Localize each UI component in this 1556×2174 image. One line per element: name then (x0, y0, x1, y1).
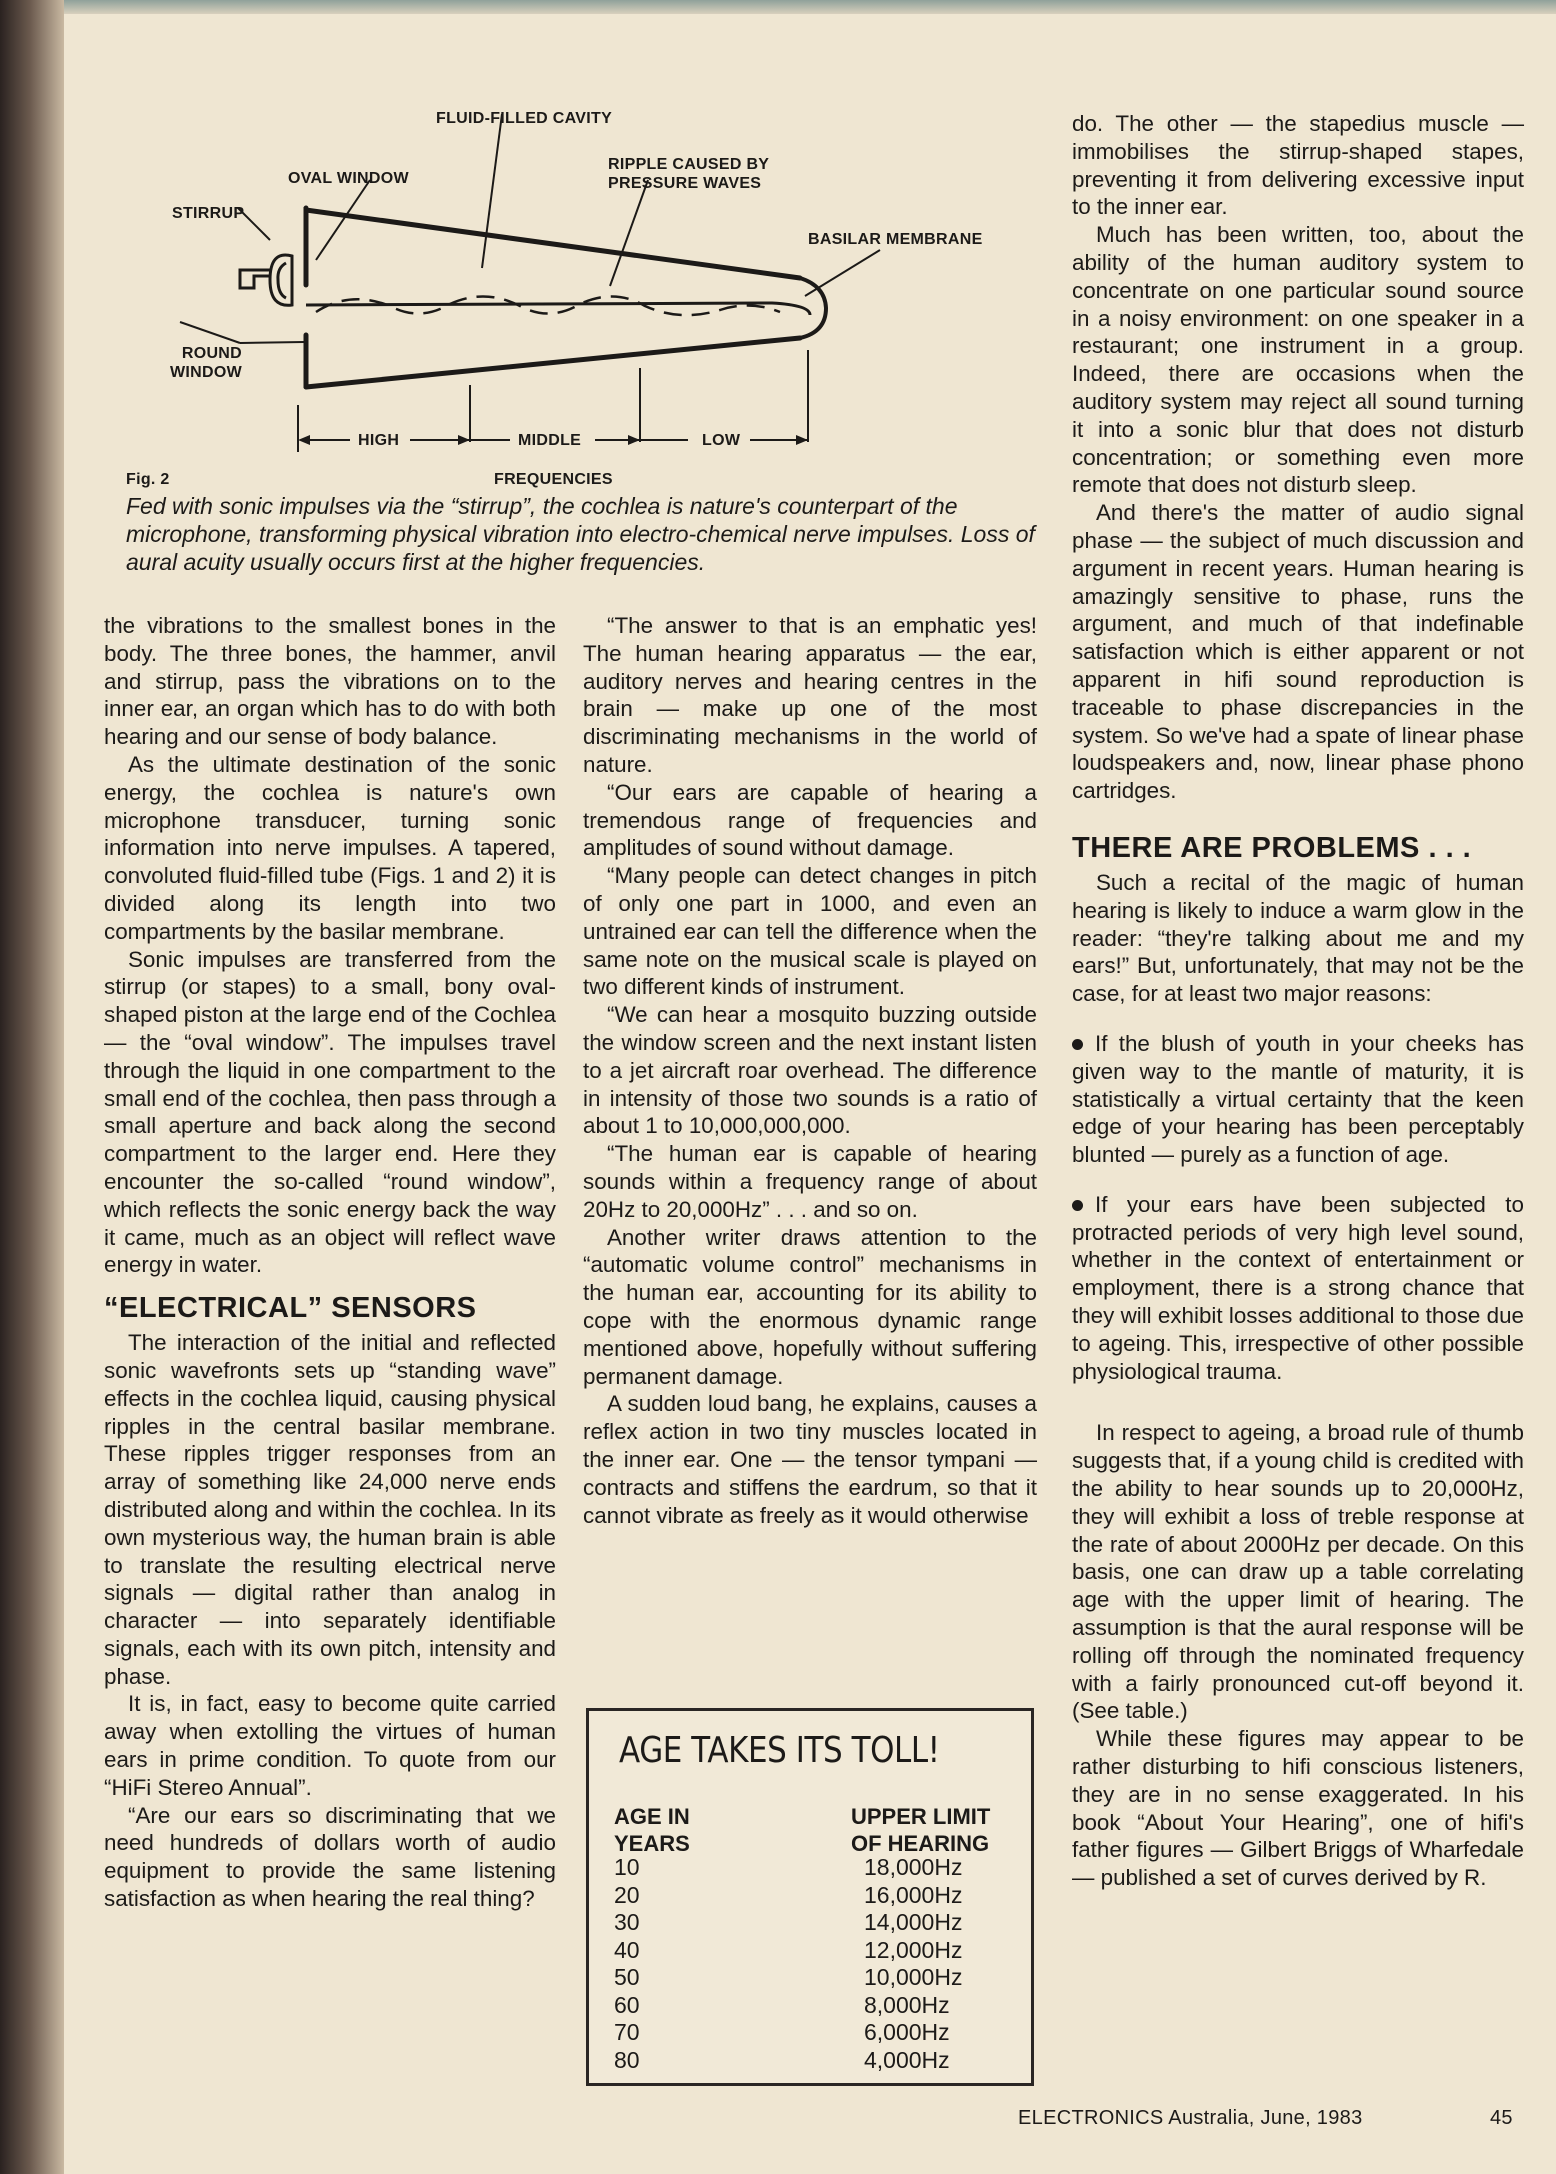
label-basilar-membrane: BASILAR MEMBRANE (808, 231, 983, 248)
table-row (614, 1909, 1014, 1937)
paragraph: “The answer to that is an emphatic yes! The human hearing apparatus — the ear, auditory nerves and hearing centres in the brain — make up one of the most discriminating mechanisms in the world of nature. (583, 613, 1037, 777)
label-fluid-filled-cavity: FLUID-FILLED CAVITY (436, 110, 613, 127)
limit-cell: 14,000Hz (864, 1909, 963, 1935)
paragraph: In respect to ageing, a broad rule of thumb suggests that, if a young child is credited with the ability to hear sounds up to 20,000Hz, they will exhibit a loss of treble response at the rate of about 2000Hz per decade. On this basis, one can draw up a table correlating age with the upper limit of hearing. The assumption is that the aural response will be rolling off through the nominated frequency with a fairly pronounced cut-off beyond it. (See table.) (1072, 1420, 1524, 1724)
table-row (614, 1992, 1014, 2020)
limit-cell: 16,000Hz (864, 1881, 963, 1908)
column-middle (583, 612, 1037, 1529)
limit-cell: 4,000Hz (864, 2046, 950, 2073)
bullet-paragraph (1072, 1030, 1524, 1169)
paragraph: “Many people can detect changes in pitch of only one part in 1000, and even an untrained ear can tell the difference when the same note on the musical scale is played on two different kinds of instrument. (583, 863, 1037, 1000)
cochlea-upper-wall (306, 208, 800, 278)
paragraph: As the ultimate destination of the sonic energy, the cochlea is nature's own microphone transducer, turning sonic information into nerve impulses. A tapered, convoluted fluid-filled tube (Figs. 1 and 2) it is divided along its length into two compartments by the basilar membrane. (104, 751, 556, 944)
table-row (614, 1882, 1014, 1910)
paragraph: Another writer draws attention to the “automatic volume control” mechanisms in the human ear, accounting for its ability to cope with the enormous dynamic range mentioned above, hopefully without suffering permanent damage. (583, 1224, 1037, 1389)
limit-cell: 6,000Hz (864, 2019, 950, 2045)
table-row (614, 1964, 1014, 1992)
limit-cell: 8,000Hz (864, 1991, 950, 2018)
section-heading-there-are-problems: THERE ARE PROBLEMS . . . (1072, 831, 1472, 864)
paragraph: “We can hear a mosquito buzzing outside the window screen and the next instant listen to a jet aircraft roar overhead. The difference in intensity of those two sounds is a ratio of about 1 to 10,000,000,000. (583, 1002, 1037, 1139)
bullet-text: If your ears have been subjected to protracted periods of very high level sound, whether in the context of entertainment or employment, there is a strong chance that they will exhibit losses additional to those due to ageing. This, irrespective of other possible physiological trauma. (1072, 1191, 1524, 1384)
figure-number: Fig. 2 (126, 471, 170, 488)
age-cell: 80 (614, 2046, 640, 2073)
age-cell: 50 (614, 1964, 640, 1990)
figure-caption-text: Fed with sonic impulses via the “stirrup”, the cochlea is nature's counterpart of the microphone, transforming physical vibration into electro-chemical nerve impulses. Loss of aural acuity usually occurs first at the higher frequencies. (126, 493, 1035, 575)
paragraph: the vibrations to the smallest bones in the body. The three bones, the hammer, anvil and stirrup, pass the vibrations on to the inner ear, an organ which has to do with both hearing and our sense of body balance. (104, 613, 556, 750)
age-table-title: AGE TAKES ITS TOLL! (619, 1730, 940, 1771)
paragraph: do. The other — the stapedius muscle — immobilises the stirrup-shaped stapes, preventing it from delivering excessive input to the inner ear. (1072, 111, 1524, 220)
label-ripple: RIPPLE CAUSED BY PRESSURE WAVES (608, 156, 770, 192)
paragraph: “Our ears are capable of hearing a tremendous range of frequencies and amplitudes of sound without damage. (583, 779, 1037, 861)
table-row (614, 1854, 1014, 1882)
page-top-edge (0, 0, 1556, 14)
label-oval-window: OVAL WINDOW (288, 170, 409, 187)
age-table-header-age: AGE IN YEARS (614, 1804, 690, 1856)
limit-cell: 18,000Hz (864, 1854, 963, 1880)
column-right (1072, 110, 1524, 1892)
page-binding-shadow (0, 0, 64, 2174)
stirrup-shape (240, 255, 292, 305)
paragraph: And there's the matter of audio signal phase — the subject of much discussion and argument in recent years. Human hearing is amazingly sensitive to phase, runs the argument, and much of that indefinable satisfaction which is either apparent or not apparent in hifi sound reproduction is traceable to phase discrepancies in the system. So we've had a spate of linear phase loudspeakers and, now, linear phase phono cartridges. (1072, 500, 1524, 804)
bullet-icon (1072, 1039, 1083, 1050)
label-stirrup: STIRRUP (172, 205, 245, 222)
age-table-rows (614, 1854, 1014, 2074)
table-row (614, 2047, 1014, 2075)
label-low: LOW (702, 432, 741, 449)
age-cell: 30 (614, 1909, 640, 1935)
label-round-window: ROUND WINDOW (170, 345, 243, 381)
limit-cell: 12,000Hz (864, 1936, 963, 1963)
label-middle: MIDDLE (518, 432, 582, 449)
label-frequencies: FREQUENCIES (494, 471, 613, 488)
footer-journal: ELECTRONICS Australia, June, 1983 (1018, 2107, 1363, 2129)
figure-caption (126, 492, 1056, 576)
cochlea-diagram (120, 100, 1050, 500)
paragraph: Much has been written, too, about the ability of the human auditory system to concentrate on one particular sound source in a noisy environment: on one speaker in a restaurant; one instrument in a group. Indeed, there are occasions when the auditory system may reject all sound turning it into a sonic blur that does not disturb concentration; or something even more remote that does not disturb sleep. (1072, 222, 1524, 498)
cochlea-lower-wall (306, 338, 800, 387)
age-table (586, 1708, 1034, 2086)
label-high: HIGH (358, 432, 400, 449)
age-cell: 10 (614, 1854, 640, 1880)
bullet-icon (1072, 1200, 1083, 1211)
table-row (614, 2019, 1014, 2047)
bullet-paragraph (1072, 1191, 1524, 1386)
paragraph: “Are our ears so discriminating that we need hundreds of dollars worth of audio equipment to provide the same listening satisfaction as when hearing the real thing? (104, 1802, 556, 1912)
age-table-header-limit: UPPER LIMIT OF HEARING (851, 1804, 991, 1856)
paragraph: The interaction of the initial and reflected sonic wavefronts sets up “standing wave” effects in the cochlea liquid, causing physical ripples in the central basilar membrane. These ripples trigger responses from an array of something like 24,000 nerve ends distributed along and within the cochlea. In its own mysterious way, the human brain is able to translate the resulting electrical nerve signals — digital rather than analog in character — into separately identifiable signals, each with its own pitch, intensity and phase. (104, 1330, 556, 1689)
limit-cell: 10,000Hz (864, 1964, 963, 1990)
age-cell: 60 (614, 1991, 640, 2018)
cochlea-diagram-drawing (120, 100, 1050, 500)
paragraph: Sonic impulses are transferred from the stirrup (or stapes) to a small, bony oval-shaped piston at the large end of the Cochlea — the “oval window”. The impulses travel through the liquid in one compartment to the small end of the cochlea, then pass through a small aperture and back along the second compartment to the larger end. Here they encounter the so-called “round window”, which reflects the sonic energy back the way it came, much as an object will reflect wave energy in water. (104, 946, 556, 1278)
paragraph: It is, in fact, easy to become quite carried away when extolling the virtues of human ears in prime condition. To quote from our “HiFi Stereo Annual”. (104, 1691, 556, 1800)
age-cell: 70 (614, 2019, 640, 2045)
paragraph: “The human ear is capable of hearing sounds within a frequency range of about 20Hz to 20,000Hz” . . . and so on. (583, 1141, 1037, 1222)
bullet-text: If the blush of youth in your cheeks has given way to the mantle of maturity, it is statistically a virtual certainty that the keen edge of your hearing has been perceptably blunted — purely as a function of age. (1072, 1030, 1524, 1168)
age-cell: 40 (614, 1936, 640, 1963)
column-left (104, 612, 556, 1913)
page-number: 45 (1490, 2107, 1513, 2129)
paragraph: Such a recital of the magic of human hearing is likely to induce a warm glow in the reader: “they're talking about me and my ears!” But, unfortunately, that may not be the case, for at least two major reasons: (1072, 869, 1524, 1007)
paragraph: While these figures may appear to be rather disturbing to hifi conscious listeners, they are in no sense exaggerated. In his book “About Your Hearing”, one of hifi's father figures — Gilbert Briggs of Wharfedale — published a set of curves derived by R. (1072, 1726, 1524, 1891)
age-cell: 20 (614, 1881, 640, 1908)
table-row (614, 1937, 1014, 1965)
section-heading-electrical-sensors: “ELECTRICAL” SENSORS (104, 1292, 477, 1325)
paragraph: A sudden loud bang, he explains, causes a reflex action in two tiny muscles located in the inner ear. One — the tensor tympani — contracts and stiffens the eardrum, so that it cannot vibrate as freely as it would otherwise (583, 1391, 1037, 1528)
